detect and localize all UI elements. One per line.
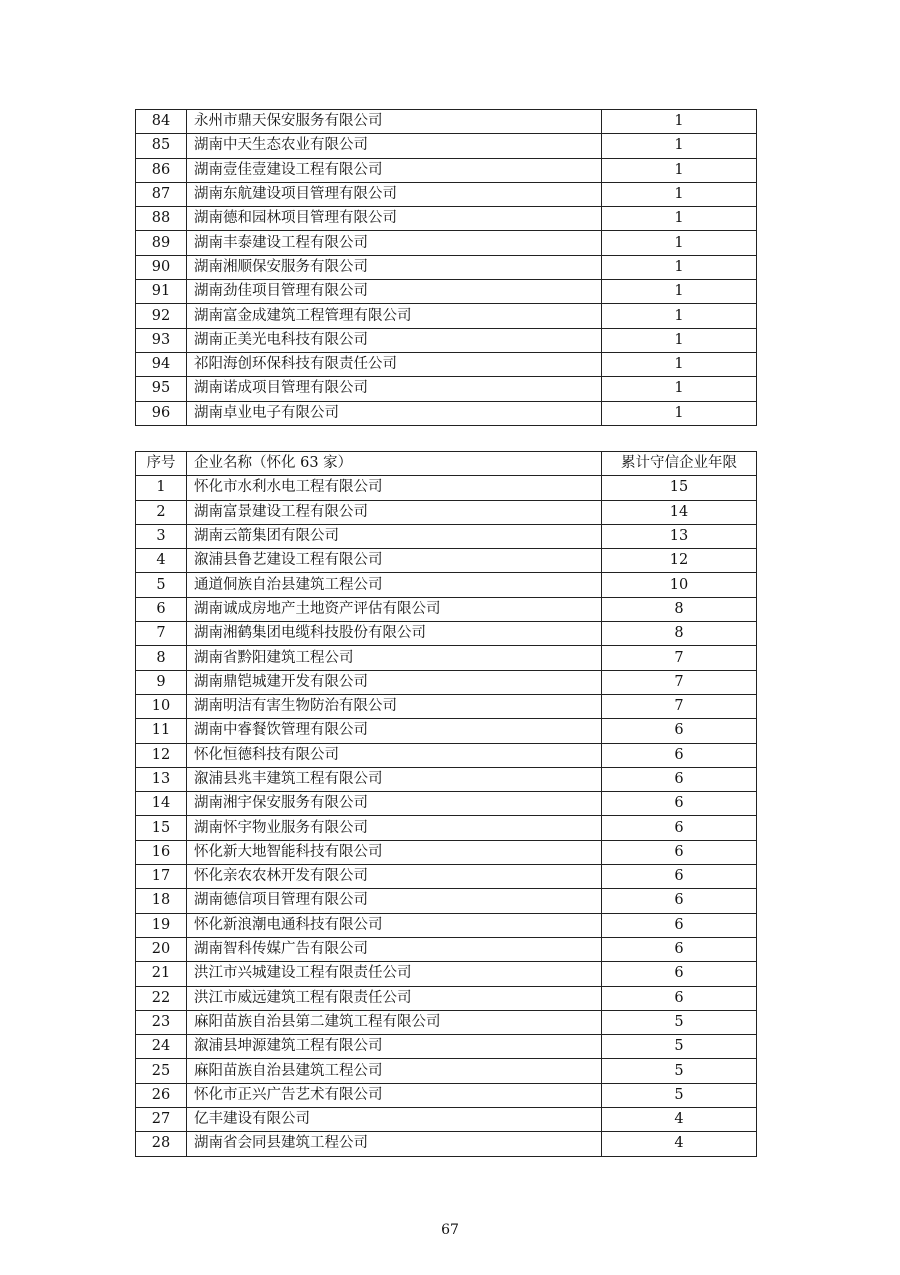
table-row xyxy=(136,573,757,597)
trust-years: 6 xyxy=(602,986,757,1010)
row-number: 14 xyxy=(136,792,187,816)
company-name: 麻阳苗族自治县第二建筑工程有限公司 xyxy=(187,1010,602,1034)
table-row xyxy=(136,743,757,767)
company-name: 湖南鼎铠城建开发有限公司 xyxy=(187,670,602,694)
table-header-row xyxy=(136,452,757,476)
trust-years: 6 xyxy=(602,865,757,889)
trust-years: 6 xyxy=(602,913,757,937)
table-row xyxy=(136,476,757,500)
row-number: 96 xyxy=(136,401,187,425)
header-name: 企业名称（怀化 63 家） xyxy=(187,452,602,476)
row-number: 90 xyxy=(136,255,187,279)
trust-years: 1 xyxy=(602,255,757,279)
company-name: 湖南明洁有害生物防治有限公司 xyxy=(187,694,602,718)
company-name: 洪江市威远建筑工程有限责任公司 xyxy=(187,986,602,1010)
trust-years: 6 xyxy=(602,743,757,767)
trust-years: 6 xyxy=(602,840,757,864)
row-number: 84 xyxy=(136,110,187,134)
table-row xyxy=(136,840,757,864)
header-years: 累计守信企业年限 xyxy=(602,452,757,476)
table-row xyxy=(136,1010,757,1034)
trust-years: 1 xyxy=(602,182,757,206)
enterprise-table-continued xyxy=(135,109,757,426)
trust-years: 12 xyxy=(602,549,757,573)
row-number: 17 xyxy=(136,865,187,889)
row-number: 11 xyxy=(136,719,187,743)
row-number: 88 xyxy=(136,207,187,231)
row-number: 86 xyxy=(136,158,187,182)
trust-years: 5 xyxy=(602,1010,757,1034)
trust-years: 1 xyxy=(602,352,757,376)
trust-years: 5 xyxy=(602,1059,757,1083)
row-number: 20 xyxy=(136,937,187,961)
company-name: 湖南德信项目管理有限公司 xyxy=(187,889,602,913)
trust-years: 7 xyxy=(602,670,757,694)
row-number: 18 xyxy=(136,889,187,913)
company-name: 祁阳海创环保科技有限责任公司 xyxy=(187,352,602,376)
company-name: 湖南省会同县建筑工程公司 xyxy=(187,1132,602,1156)
company-name: 湖南中睿餐饮管理有限公司 xyxy=(187,719,602,743)
header-no: 序号 xyxy=(136,452,187,476)
table-row xyxy=(136,792,757,816)
row-number: 7 xyxy=(136,622,187,646)
table-row xyxy=(136,597,757,621)
company-name: 湖南劲佳项目管理有限公司 xyxy=(187,280,602,304)
table-row xyxy=(136,134,757,158)
trust-years: 7 xyxy=(602,694,757,718)
trust-years: 1 xyxy=(602,207,757,231)
trust-years: 6 xyxy=(602,962,757,986)
trust-years: 6 xyxy=(602,767,757,791)
table-row xyxy=(136,401,757,425)
trust-years: 1 xyxy=(602,158,757,182)
row-number: 8 xyxy=(136,646,187,670)
table-row xyxy=(136,865,757,889)
row-number: 13 xyxy=(136,767,187,791)
company-name: 湖南云箭集团有限公司 xyxy=(187,524,602,548)
table-row xyxy=(136,524,757,548)
company-name: 湖南壹佳壹建设工程有限公司 xyxy=(187,158,602,182)
company-name: 溆浦县鲁艺建设工程有限公司 xyxy=(187,549,602,573)
trust-years: 14 xyxy=(602,500,757,524)
table-row xyxy=(136,816,757,840)
company-name: 湖南省黔阳建筑工程公司 xyxy=(187,646,602,670)
row-number: 95 xyxy=(136,377,187,401)
row-number: 9 xyxy=(136,670,187,694)
company-name: 湖南智科传媒广告有限公司 xyxy=(187,937,602,961)
company-name: 湖南怀宇物业服务有限公司 xyxy=(187,816,602,840)
company-name: 湖南诚成房地产土地资产评估有限公司 xyxy=(187,597,602,621)
company-name: 湖南富景建设工程有限公司 xyxy=(187,500,602,524)
table-row xyxy=(136,110,757,134)
trust-years: 6 xyxy=(602,816,757,840)
company-name: 怀化市正兴广告艺术有限公司 xyxy=(187,1083,602,1107)
table-row xyxy=(136,231,757,255)
table-row xyxy=(136,694,757,718)
table-row xyxy=(136,1108,757,1132)
trust-years: 6 xyxy=(602,719,757,743)
row-number: 91 xyxy=(136,280,187,304)
table-row xyxy=(136,182,757,206)
table-row xyxy=(136,1132,757,1156)
company-name: 永州市鼎天保安服务有限公司 xyxy=(187,110,602,134)
row-number: 93 xyxy=(136,328,187,352)
row-number: 28 xyxy=(136,1132,187,1156)
enterprise-table-huaihua xyxy=(135,451,757,1157)
company-name: 麻阳苗族自治县建筑工程公司 xyxy=(187,1059,602,1083)
table-row xyxy=(136,328,757,352)
table-row xyxy=(136,158,757,182)
trust-years: 1 xyxy=(602,280,757,304)
company-name: 怀化市水利水电工程有限公司 xyxy=(187,476,602,500)
company-name: 溆浦县坤源建筑工程有限公司 xyxy=(187,1035,602,1059)
row-number: 5 xyxy=(136,573,187,597)
trust-years: 1 xyxy=(602,401,757,425)
row-number: 85 xyxy=(136,134,187,158)
row-number: 87 xyxy=(136,182,187,206)
row-number: 19 xyxy=(136,913,187,937)
row-number: 2 xyxy=(136,500,187,524)
row-number: 1 xyxy=(136,476,187,500)
company-name: 怀化恒德科技有限公司 xyxy=(187,743,602,767)
row-number: 23 xyxy=(136,1010,187,1034)
table-row xyxy=(136,986,757,1010)
row-number: 27 xyxy=(136,1108,187,1132)
row-number: 12 xyxy=(136,743,187,767)
company-name: 溆浦县兆丰建筑工程有限公司 xyxy=(187,767,602,791)
table-row xyxy=(136,207,757,231)
company-name: 湖南诺成项目管理有限公司 xyxy=(187,377,602,401)
row-number: 25 xyxy=(136,1059,187,1083)
trust-years: 6 xyxy=(602,937,757,961)
trust-years: 4 xyxy=(602,1132,757,1156)
trust-years: 1 xyxy=(602,304,757,328)
table-row xyxy=(136,646,757,670)
company-name: 湖南湘顺保安服务有限公司 xyxy=(187,255,602,279)
trust-years: 7 xyxy=(602,646,757,670)
trust-years: 1 xyxy=(602,231,757,255)
row-number: 94 xyxy=(136,352,187,376)
trust-years: 8 xyxy=(602,597,757,621)
company-name: 洪江市兴城建设工程有限责任公司 xyxy=(187,962,602,986)
trust-years: 8 xyxy=(602,622,757,646)
row-number: 10 xyxy=(136,694,187,718)
trust-years: 1 xyxy=(602,134,757,158)
company-name: 湖南湘鹤集团电缆科技股份有限公司 xyxy=(187,622,602,646)
company-name: 湖南湘宇保安服务有限公司 xyxy=(187,792,602,816)
table-row xyxy=(136,500,757,524)
company-name: 湖南中天生态农业有限公司 xyxy=(187,134,602,158)
trust-years: 13 xyxy=(602,524,757,548)
page-number: 67 xyxy=(441,1222,459,1238)
trust-years: 4 xyxy=(602,1108,757,1132)
table-body xyxy=(136,452,757,1157)
row-number: 26 xyxy=(136,1083,187,1107)
table-row xyxy=(136,280,757,304)
table-row xyxy=(136,719,757,743)
row-number: 22 xyxy=(136,986,187,1010)
table-row xyxy=(136,1035,757,1059)
company-name: 湖南丰泰建设工程有限公司 xyxy=(187,231,602,255)
trust-years: 10 xyxy=(602,573,757,597)
row-number: 92 xyxy=(136,304,187,328)
company-name: 怀化新大地智能科技有限公司 xyxy=(187,840,602,864)
trust-years: 6 xyxy=(602,889,757,913)
table-row xyxy=(136,937,757,961)
trust-years: 1 xyxy=(602,110,757,134)
table-row xyxy=(136,913,757,937)
trust-years: 6 xyxy=(602,792,757,816)
company-name: 湖南富金成建筑工程管理有限公司 xyxy=(187,304,602,328)
row-number: 6 xyxy=(136,597,187,621)
row-number: 89 xyxy=(136,231,187,255)
trust-years: 1 xyxy=(602,328,757,352)
company-name: 怀化新浪潮电通科技有限公司 xyxy=(187,913,602,937)
row-number: 24 xyxy=(136,1035,187,1059)
row-number: 15 xyxy=(136,816,187,840)
table-row xyxy=(136,962,757,986)
trust-years: 15 xyxy=(602,476,757,500)
company-name: 通道侗族自治县建筑工程公司 xyxy=(187,573,602,597)
table-row xyxy=(136,670,757,694)
company-name: 怀化亲农农林开发有限公司 xyxy=(187,865,602,889)
table-row xyxy=(136,352,757,376)
company-name: 湖南德和园林项目管理有限公司 xyxy=(187,207,602,231)
table-row xyxy=(136,1059,757,1083)
table-body xyxy=(136,110,757,426)
company-name: 湖南卓业电子有限公司 xyxy=(187,401,602,425)
table-row xyxy=(136,377,757,401)
company-name: 湖南东航建设项目管理有限公司 xyxy=(187,182,602,206)
row-number: 16 xyxy=(136,840,187,864)
trust-years: 1 xyxy=(602,377,757,401)
table-row xyxy=(136,889,757,913)
company-name: 湖南正美光电科技有限公司 xyxy=(187,328,602,352)
table-row xyxy=(136,549,757,573)
trust-years: 5 xyxy=(602,1035,757,1059)
trust-years: 5 xyxy=(602,1083,757,1107)
row-number: 4 xyxy=(136,549,187,573)
table-row xyxy=(136,255,757,279)
table-row xyxy=(136,622,757,646)
table-row xyxy=(136,1083,757,1107)
table-row xyxy=(136,767,757,791)
row-number: 3 xyxy=(136,524,187,548)
row-number: 21 xyxy=(136,962,187,986)
table-row xyxy=(136,304,757,328)
company-name: 亿丰建设有限公司 xyxy=(187,1108,602,1132)
